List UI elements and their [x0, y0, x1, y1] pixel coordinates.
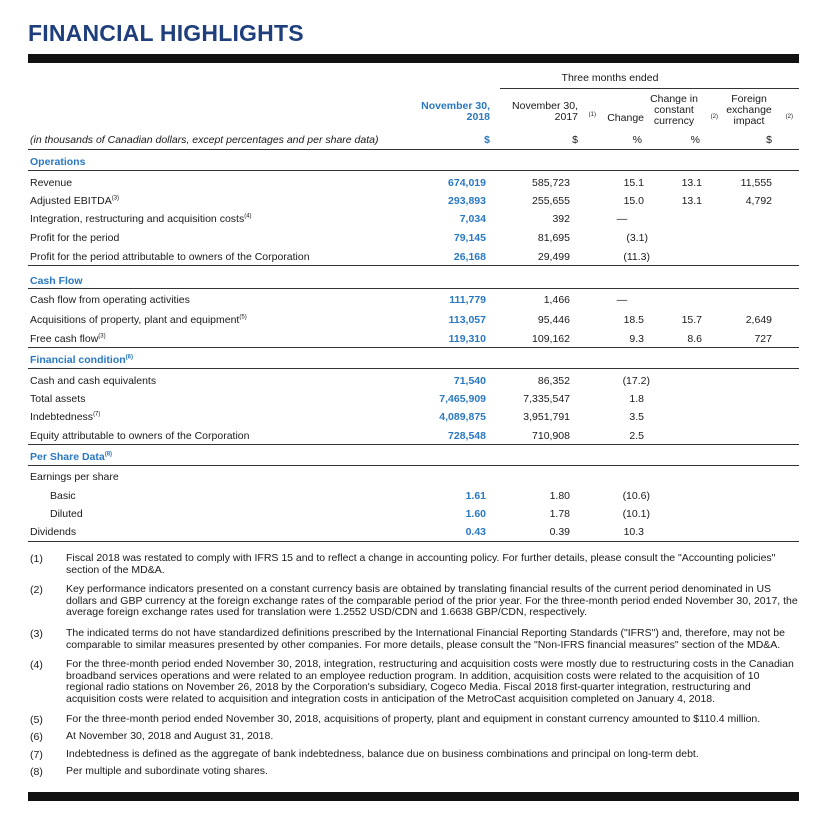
col-header-2017: November 30, 2017: [512, 100, 578, 123]
footnote-text: Key performance indicators presented on a constant currency basis are obtained by translating financial results of the current period denominated in US dollars and GBP currency at the foreign exchange rates of the comparable period of the prior year. For the three-month period ended November 30, 2017, the average foreign exchange rates used for translation were 1.2552 USD/CDN and 1.6638 GBP/CDN, respectively.: [66, 583, 798, 618]
section-operations: Operations: [30, 156, 86, 168]
table-caption: (in thousands of Canadian dollars, except percentages and per share data): [30, 134, 379, 146]
bottom-rule: [28, 792, 799, 801]
section-rule: [28, 368, 799, 369]
footnote-rule: [28, 541, 799, 542]
section-rule: [28, 288, 799, 289]
period-header: Three months ended: [561, 72, 659, 84]
section-cash-flow: Cash Flow: [30, 275, 83, 287]
unit-fx: $: [766, 134, 772, 146]
footnote-text: Per multiple and subordinate voting shares.: [66, 765, 268, 777]
unit-2017: $: [572, 134, 578, 146]
footnote-number: (3): [30, 628, 43, 640]
footnote-number: (5): [30, 714, 43, 726]
col-header-2017-note: (1): [588, 112, 596, 118]
section-rule: [28, 265, 799, 266]
footnote-text: The indicated terms do not have standardized definitions prescribed by the International Financial Reporting Standards ("IFRS") and, therefore, may not be comparable to similar measures presented by other companies. For more details, please consult the "Non-IFRS financial measures" section of the MD&A.: [66, 627, 785, 651]
col-header-constant-note: (2): [710, 114, 718, 120]
col-header-2018: November 30, 2018: [421, 100, 490, 123]
page-title: FINANCIAL HIGHLIGHTS: [28, 20, 304, 46]
footnote-number: (1): [30, 553, 43, 565]
col-header-change: Change: [607, 112, 644, 124]
col-header-constant-currency: Change in constant currency: [650, 93, 698, 127]
footnote-number: (4): [30, 659, 43, 671]
section-rule: [28, 465, 799, 466]
section-rule: [28, 444, 799, 445]
top-rule: [28, 54, 799, 63]
unit-change: %: [632, 134, 642, 146]
col-header-fx-impact: Foreign exchange impact: [726, 93, 772, 127]
section-per-share-data: Per Share Data$^{(8)}$: [30, 451, 113, 463]
unit-2018: $: [484, 134, 490, 146]
footnote-number: (7): [30, 749, 43, 761]
unit-constant: %: [690, 134, 700, 146]
header-rule: [28, 149, 799, 150]
footnote-text: For the three-month period ended November 30, 2018, integration, restructuring and acquisition costs were mostly due to restructuring costs in the Canadian broadband services operations and were related to an employee reduction program. In addition, acquisition costs were related to the acquisition of 10 regional radio stations on November 26, 2018 by the Corporation's subsidiary, Cogeco Media. Fiscal 2018 first-quarter integration, restructuring and acquisition costs were related to acquisition and integration costs in anticipation of the MetroCast acquisition completed on January 4, 2018.: [66, 658, 794, 705]
footnote-number: (2): [30, 584, 43, 596]
footnote-text: At November 30, 2018 and August 31, 2018.: [66, 730, 274, 742]
period-header-rule: [500, 88, 799, 89]
section-rule: [28, 347, 799, 348]
footnote-number: (6): [30, 731, 43, 743]
col-header-fx-note: (2): [785, 114, 793, 120]
footnote-text: Indebtedness is defined as the aggregate of bank indebtedness, balance due on business combinations and principal on long-term debt.: [66, 748, 699, 760]
footnote-text: For the three-month period ended November 30, 2018, acquisitions of property, plant and equipment in constant currency amounted to $110.4 million.: [66, 713, 761, 725]
section-rule: [28, 170, 799, 171]
footnote-number: (8): [30, 766, 43, 778]
section-financial-condition: Financial condition$^{(6)}$: [30, 354, 134, 366]
footnote-text: Fiscal 2018 was restated to comply with IFRS 15 and to reflect a change in accounting policy. For further details, please consult the "Accounting policies" section of the MD&A.: [66, 552, 776, 576]
